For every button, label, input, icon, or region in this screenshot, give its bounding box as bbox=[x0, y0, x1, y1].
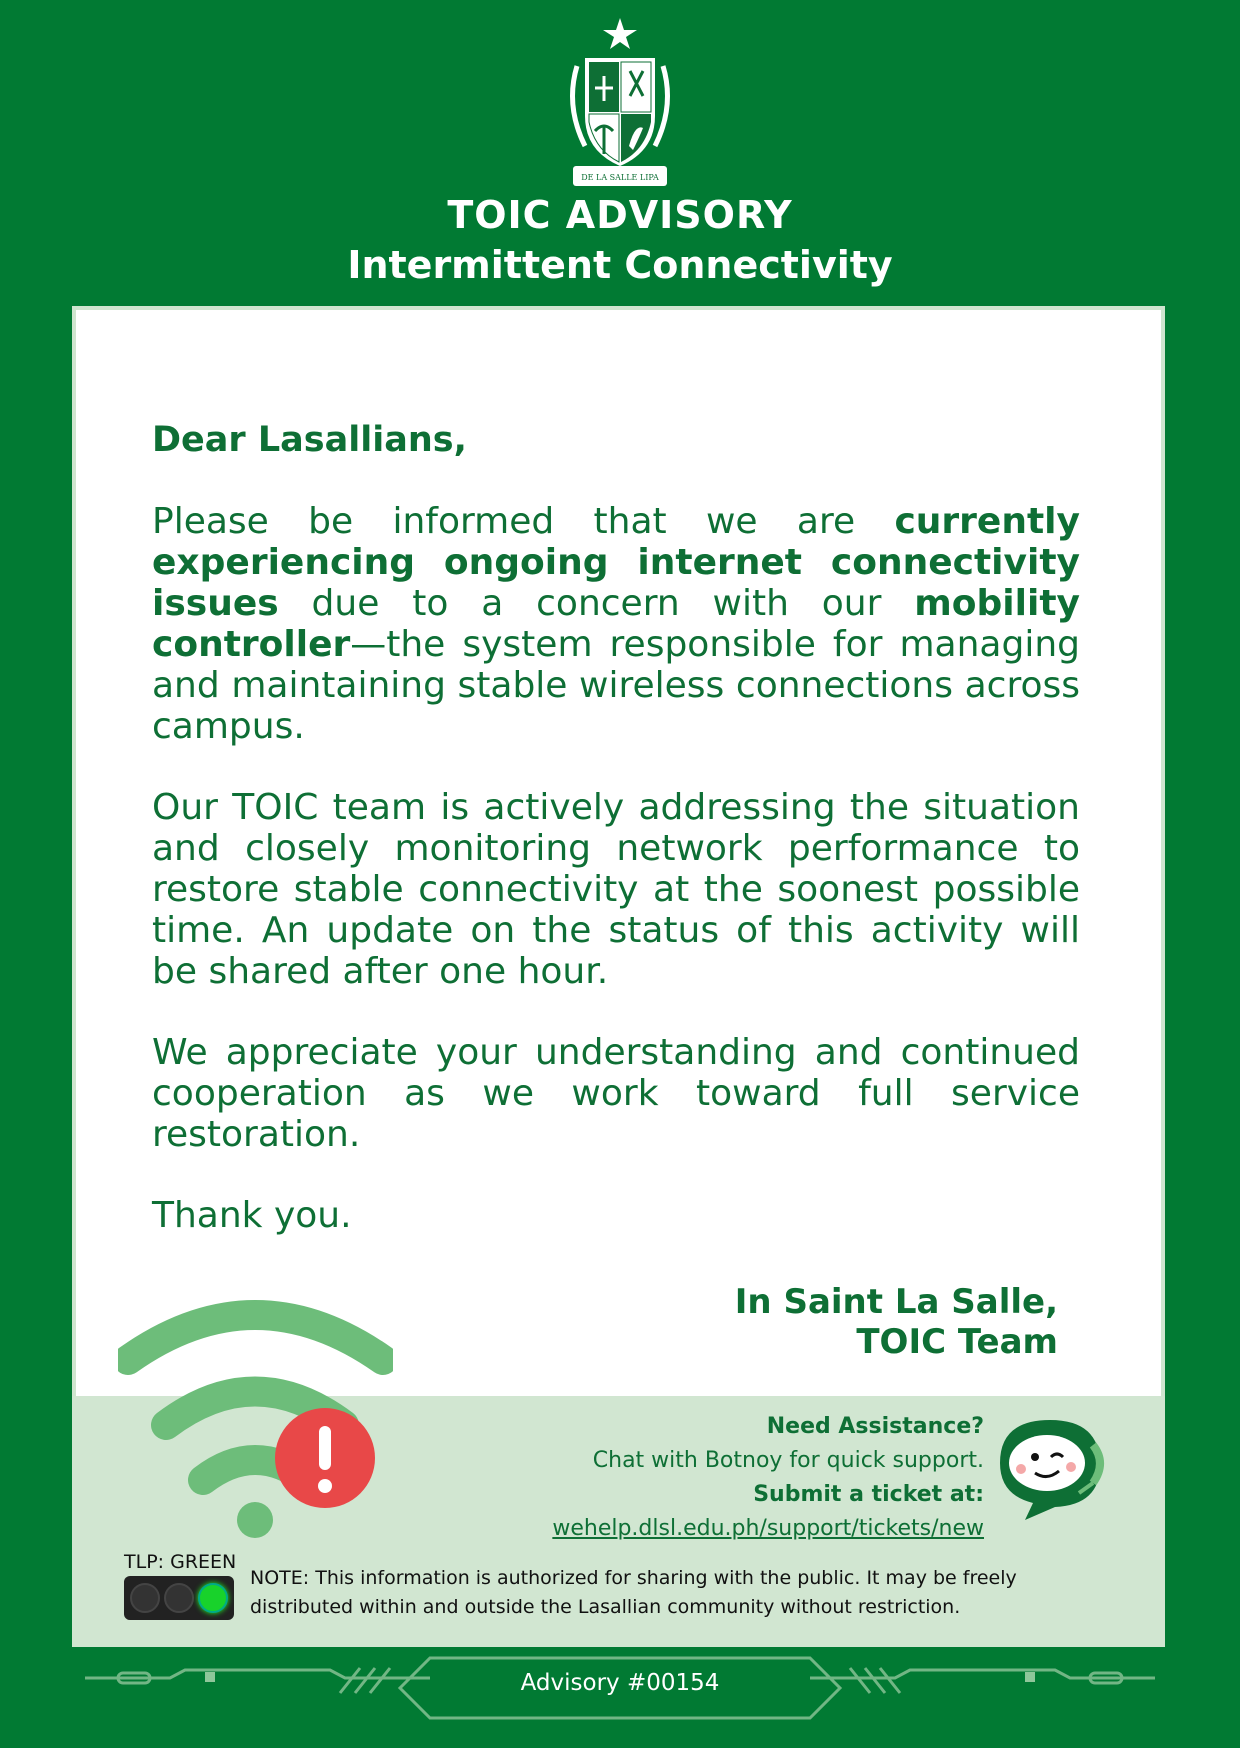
tlp-label: TLP: GREEN bbox=[124, 1551, 237, 1573]
svg-text:DE LA SALLE LIPA: DE LA SALLE LIPA bbox=[581, 173, 659, 182]
sharing-note: NOTE: This information is authorized for sharing with the public. It may be freely distributed within and outside the Lasallian community without restriction. bbox=[250, 1567, 1017, 1618]
red-light bbox=[130, 1583, 160, 1613]
paragraph-3: We appreciate your understanding and continued cooperation as we work toward full service restoration. bbox=[152, 1032, 1080, 1155]
traffic-light-icon bbox=[124, 1576, 234, 1620]
advisory-title: TOIC ADVISORY bbox=[447, 193, 793, 237]
green-light bbox=[198, 1583, 228, 1613]
botnoy-chatbot-icon[interactable] bbox=[995, 1415, 1115, 1525]
chat-support-text: Chat with Botnoy for quick support. bbox=[592, 1448, 984, 1473]
paragraph-2: Our TOIC team is actively addressing the situation and closely monitoring network performance to restore stable connectivity at the soonest possible time. An update on the status of this activity will be shared after one hour. bbox=[152, 787, 1080, 992]
dlsl-crest-logo bbox=[555, 16, 685, 196]
advisory-number: Advisory #00154 bbox=[520, 1670, 720, 1696]
letter-body bbox=[152, 420, 1080, 1276]
assistance-heading: Need Assistance? bbox=[766, 1414, 984, 1439]
amber-light bbox=[164, 1583, 194, 1613]
advisory-subtitle: Intermittent Connectivity bbox=[347, 243, 893, 287]
circuit-decoration bbox=[0, 1648, 1240, 1748]
signoff-line-2: TOIC Team bbox=[856, 1322, 1058, 1362]
greeting: Dear Lasallians, bbox=[152, 420, 467, 460]
signoff bbox=[650, 1282, 1058, 1362]
closing-thanks: Thank you. bbox=[152, 1195, 352, 1236]
alert-icon bbox=[273, 1406, 377, 1510]
signoff-line-1: In Saint La Salle, bbox=[734, 1282, 1058, 1322]
assistance-info bbox=[480, 1410, 984, 1546]
paragraph-1: Please be informed that we are currently experiencing ongoing internet connectivity issues due to a concern with our mobility controller—the system responsible for managing and maintaining stable wireless connections across campus. bbox=[152, 501, 1080, 747]
ticket-link[interactable]: wehelp.dlsl.edu.ph/support/tickets/new bbox=[552, 1516, 984, 1541]
ticket-label: Submit a ticket at: bbox=[753, 1482, 984, 1507]
